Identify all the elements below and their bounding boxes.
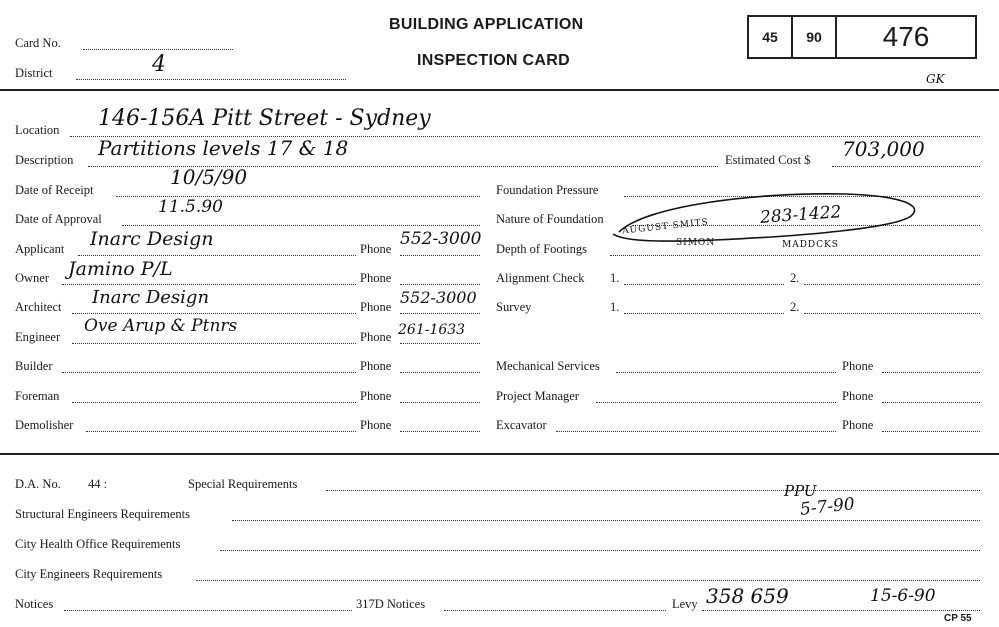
excavator-phone-label: Phone: [842, 418, 874, 432]
da-no-label: D.A. No.: [15, 477, 61, 491]
foundation-note-name1: AUGUST SMITS: [621, 217, 710, 237]
city-engineers-label: City Engineers Requirements: [15, 567, 163, 581]
estimated-cost-label: Estimated Cost $: [725, 153, 811, 167]
engineer-phone-label: Phone: [360, 330, 392, 344]
mechanical-services-field[interactable]: [616, 372, 836, 373]
foundation-note-phone: 283-1422: [759, 202, 843, 228]
depth-of-footings-field[interactable]: [610, 255, 980, 256]
demolisher-phone-field[interactable]: [400, 431, 480, 432]
applicant-label: Applicant: [15, 242, 65, 256]
date-of-approval-value: 11.5.90: [158, 197, 223, 217]
district-label: District: [15, 66, 53, 80]
mechanical-phone-label: Phone: [842, 359, 874, 373]
applicant-phone-label: Phone: [360, 242, 392, 256]
engineer-phone-field[interactable]: [400, 343, 480, 344]
engineer-phone-value: 261-1633: [398, 322, 466, 338]
description-label: Description: [15, 153, 74, 167]
divider-bottom: [0, 453, 999, 455]
owner-value: Jamino P/L: [68, 258, 173, 280]
date-of-approval-field[interactable]: [122, 225, 480, 226]
excavator-phone-field[interactable]: [882, 431, 980, 432]
applicant-field[interactable]: [78, 255, 356, 256]
owner-label: Owner: [15, 271, 50, 285]
project-manager-label: Project Manager: [496, 389, 579, 403]
mechanical-services-label: Mechanical Services: [496, 359, 600, 373]
excavator-label: Excavator: [496, 418, 547, 432]
foreman-label: Foreman: [15, 389, 60, 403]
date-of-receipt-value: 10/5/90: [170, 165, 248, 189]
alignment-check-field-1[interactable]: [624, 284, 784, 285]
architect-field[interactable]: [72, 313, 356, 314]
description-value: Partitions levels 17 & 18: [98, 136, 349, 160]
alignment-check-field-2[interactable]: [804, 284, 980, 285]
special-requirements-field[interactable]: [326, 490, 980, 491]
foreman-field[interactable]: [72, 402, 356, 403]
mechanical-phone-field[interactable]: [882, 372, 980, 373]
location-value: 146-156A Pitt Street - Sydney: [98, 106, 431, 131]
architect-label: Architect: [15, 300, 62, 314]
foundation-pressure-label: Foundation Pressure: [496, 183, 599, 197]
owner-phone-field[interactable]: [400, 284, 480, 285]
alignment-check-n2: 2.: [790, 271, 800, 285]
foundation-note-name2: SIMON: [676, 238, 716, 248]
notices-field[interactable]: [64, 610, 352, 611]
card-number-box: [747, 15, 977, 59]
special-requirements-label: Special Requirements: [188, 477, 298, 491]
engineer-field[interactable]: [72, 343, 356, 344]
form-code: CP 55: [944, 613, 972, 624]
location-label: Location: [15, 123, 60, 137]
survey-n2: 2.: [790, 300, 800, 314]
survey-n1: 1.: [610, 300, 620, 314]
da-no-value: 44 :: [88, 477, 108, 491]
initials: GK: [926, 72, 945, 86]
demolisher-field[interactable]: [86, 431, 356, 432]
project-manager-field[interactable]: [596, 402, 836, 403]
survey-field-2[interactable]: [804, 313, 980, 314]
excavator-field[interactable]: [556, 431, 836, 432]
architect-phone-value: 552-3000: [400, 288, 477, 307]
survey-label: Survey: [496, 300, 532, 314]
levy-value: 358 659: [706, 584, 789, 608]
divider-top: [0, 89, 999, 91]
demolisher-phone-label: Phone: [360, 418, 392, 432]
estimated-cost-value: 703,000: [842, 137, 925, 161]
notices-317d-field[interactable]: [444, 610, 666, 611]
owner-field[interactable]: [62, 284, 356, 285]
foreman-phone-label: Phone: [360, 389, 392, 403]
city-engineers-field[interactable]: [196, 580, 980, 581]
ppu-date: 5-7-90: [799, 494, 856, 520]
builder-field[interactable]: [62, 372, 356, 373]
demolisher-label: Demolisher: [15, 418, 74, 432]
district-field[interactable]: [76, 79, 346, 80]
foreman-phone-field[interactable]: [400, 402, 480, 403]
builder-phone-field[interactable]: [400, 372, 480, 373]
alignment-check-label: Alignment Check: [496, 271, 585, 285]
architect-phone-field[interactable]: [400, 313, 480, 314]
ppu-note: PPU: [784, 482, 817, 500]
date-of-receipt-label: Date of Receipt: [15, 183, 94, 197]
engineer-value: Ove Arup & Ptnrs: [84, 316, 238, 336]
title-line2: INSPECTION CARD: [417, 52, 570, 69]
card-no-label: Card No.: [15, 36, 61, 50]
levy-label: Levy: [672, 597, 698, 611]
depth-of-footings-label: Depth of Footings: [496, 242, 587, 256]
box-code-mid: 90: [806, 29, 822, 45]
project-manager-phone-field[interactable]: [882, 402, 980, 403]
levy-field[interactable]: [702, 610, 980, 611]
architect-phone-label: Phone: [360, 300, 392, 314]
health-requirements-label: City Health Office Requirements: [15, 537, 181, 551]
foundation-note-name3: MADDCKS: [782, 240, 839, 250]
card-no-field[interactable]: [83, 49, 233, 50]
district-value: 4: [152, 52, 166, 77]
applicant-phone-field[interactable]: [400, 255, 480, 256]
health-requirements-field[interactable]: [220, 550, 980, 551]
box-code-left: 45: [762, 29, 778, 45]
applicant-value: Inarc Design: [90, 228, 214, 250]
notices-317d-label: 317D Notices: [356, 597, 426, 611]
box-card-number: 476: [882, 21, 930, 52]
levy-date: 15-6-90: [870, 586, 936, 606]
builder-phone-label: Phone: [360, 359, 392, 373]
structural-requirements-field[interactable]: [232, 520, 980, 521]
applicant-phone-value: 552-3000: [400, 229, 482, 249]
estimated-cost-field[interactable]: [832, 166, 980, 167]
structural-requirements-label: Structural Engineers Requirements: [15, 507, 190, 521]
engineer-label: Engineer: [15, 330, 61, 344]
builder-label: Builder: [15, 359, 53, 373]
date-of-approval-label: Date of Approval: [15, 212, 102, 226]
title-line1: BUILDING APPLICATION: [389, 16, 584, 33]
architect-value: Inarc Design: [92, 287, 210, 308]
notices-label: Notices: [15, 597, 54, 611]
project-manager-phone-label: Phone: [842, 389, 874, 403]
owner-phone-label: Phone: [360, 271, 392, 285]
survey-field-1[interactable]: [624, 313, 784, 314]
alignment-check-n1: 1.: [610, 271, 620, 285]
nature-of-foundation-label: Nature of Foundation: [496, 212, 604, 226]
